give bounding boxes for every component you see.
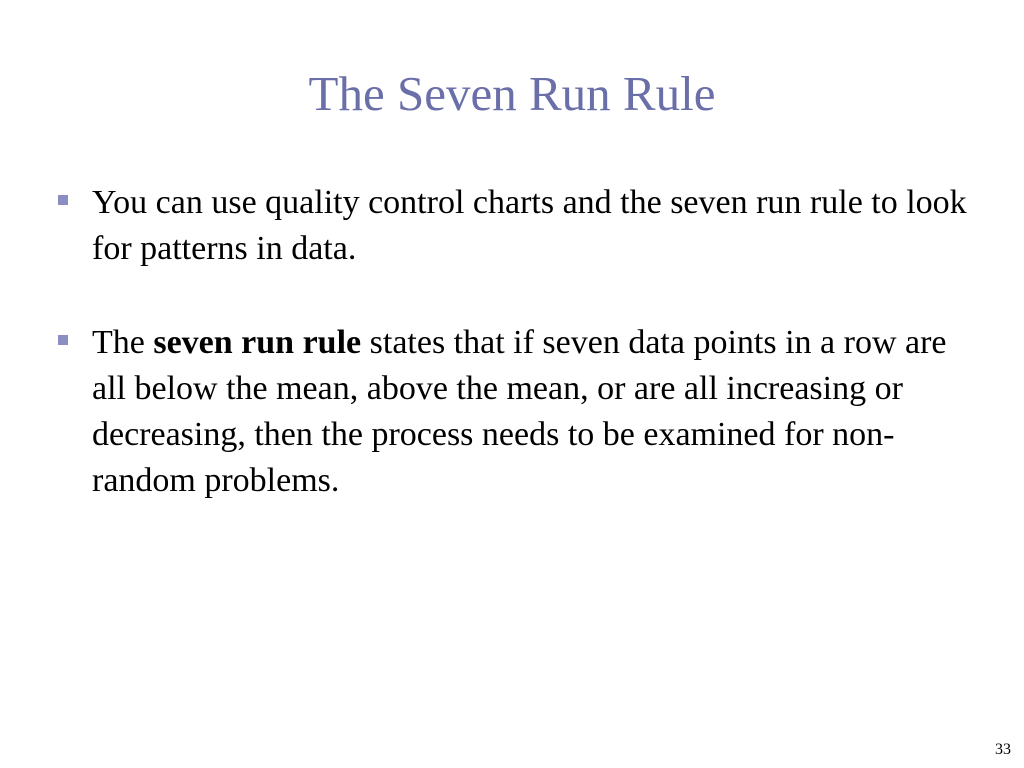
bullet-list <box>56 180 976 504</box>
bullet-text-2-prefix: The <box>92 324 154 361</box>
square-bullet-icon <box>58 335 68 345</box>
bullet-item-2 <box>56 320 976 504</box>
square-bullet-icon <box>58 195 68 205</box>
bullet-text-1: You can use quality control charts and the seven run rule to look for patterns in data. <box>92 184 967 267</box>
bullet-item-1 <box>56 180 976 272</box>
slide-title: The Seven Run Rule <box>308 66 716 121</box>
bullet-text-2-bold-term: seven run rule <box>153 324 362 361</box>
bullet-text-2-suffix: states that if seven data points in a row are all below the mean, above the mean, or are all increasing or decreasing, then the process needs to be examined for non-random problems. <box>92 324 947 499</box>
page-number: 33 <box>995 741 1011 758</box>
